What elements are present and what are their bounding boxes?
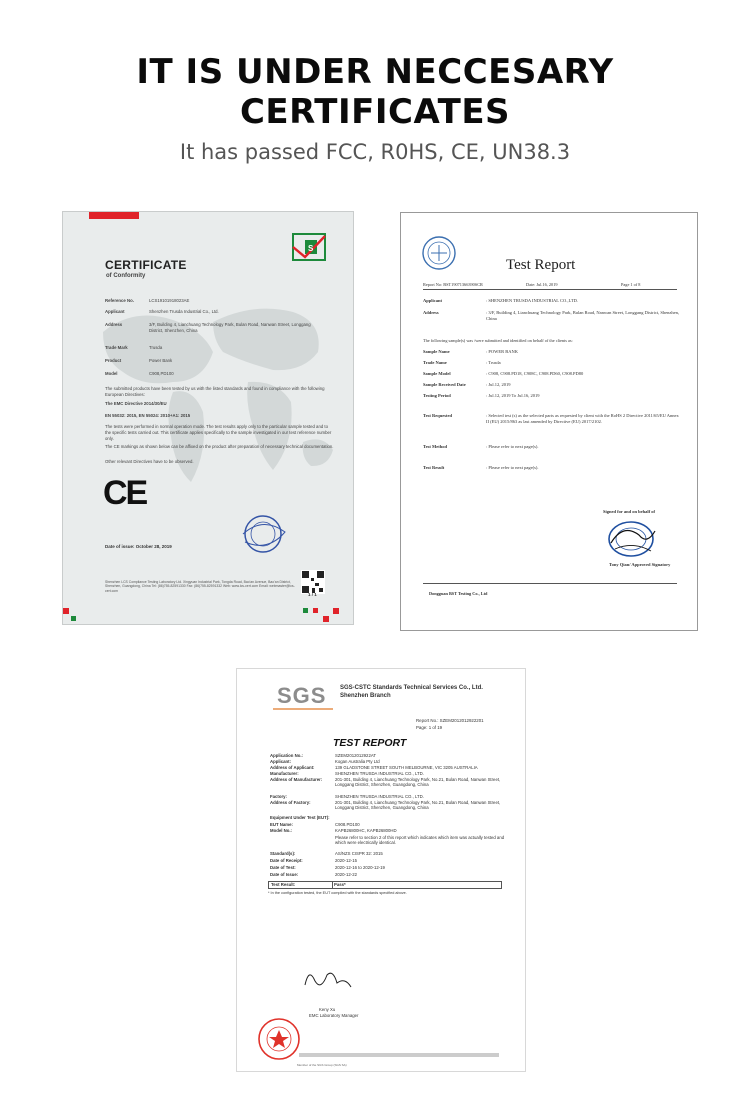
sgs-label: Manufacturer: [270, 771, 299, 776]
sgs-value: SHENZHEN TRUSDA INDUSTRIAL CO., LTD. [335, 771, 424, 776]
sgs-red-seal-icon [259, 1019, 299, 1059]
sgs-label: Address of Manufacturer: [270, 777, 323, 782]
cert-marking: The CE markings as shown below can be affixed on the product after preparation of necessary technical documentation. [105, 444, 334, 449]
sgs-value: KAPB26800HC, KAPB26800HD [335, 828, 397, 833]
sgs-value: 2020-12-22 [335, 872, 357, 877]
bst-intro: The following sample(s) was /were submitted and identified on behalf of the clients as: [423, 338, 573, 343]
bst-report-title: Test Report [506, 257, 576, 273]
sgs-signer-name: Keny Xu [319, 1007, 336, 1012]
cert-value: LCS19101918023AE [149, 298, 190, 303]
sgs-label: Standard(s): [270, 851, 296, 856]
certificate-subtitle: of Conformity [106, 273, 146, 279]
cert-label: Address [105, 322, 123, 327]
sgs-label: Factory: [270, 794, 287, 799]
sgs-result-label: Test Result: [271, 882, 296, 887]
bst-report-number: Report No: BST19071366390SCR [423, 282, 483, 287]
cert-label: Trade Mark [105, 345, 128, 350]
cert-label: Applicant [105, 309, 125, 314]
ce-mark-icon: CE [103, 474, 147, 512]
sgs-label: Date of Issue: [270, 872, 299, 877]
signature-icon [305, 973, 351, 987]
sgs-label: Model No.: [270, 828, 292, 833]
bst-lab-name: Dongguan BST Testing Co., Ltd [429, 591, 488, 596]
cert-value: C908,PD100 [149, 371, 174, 376]
sgs-branch-name: Shenzhen Branch [340, 693, 391, 699]
cert-statement: The submitted products have been tested by us with the listed standards and found in compliance with the following European Directives: [105, 386, 325, 397]
cert-directive: The EMC Directive 2014/30/EU [105, 401, 167, 406]
cert-value: Power Bank [149, 358, 173, 363]
sgs-logo: SGS [277, 683, 327, 708]
cert-value: Shenzhen Trusda Industrial Co., Ltd. [149, 309, 219, 314]
sgs-value: Kogan Australia Pty Ltd [335, 759, 380, 764]
sgs-report-title: TEST REPORT [333, 737, 407, 749]
bst-value: : Please refer to next page(s). [486, 465, 539, 470]
sgs-label: Address of Factory: [270, 800, 311, 805]
sgs-value: AS/NZS CISPR 32: 2015 [335, 851, 383, 856]
bst-label: Sample Model [423, 371, 451, 376]
cert-other: Other relevant Directives have to be observed. [105, 459, 194, 464]
sgs-value: SHENZHEN TRUSDA INDUSTRIAL CO., LTD. [335, 794, 424, 799]
lcs-logo-icon [293, 234, 325, 260]
page-headline: IT IS UNDER NECCESARY CERTIFICATES [136, 52, 614, 132]
sgs-report-page: Page: 1 of 19 [416, 725, 443, 730]
sgs-test-report-image [236, 668, 526, 1072]
bst-test-report-image [400, 212, 698, 631]
bst-label: Sample Name [423, 349, 450, 354]
divider [423, 289, 677, 290]
bst-signatory: Tony Qian/ Approved Signatory [609, 562, 671, 567]
sgs-company-name: SGS-CSTC Standards Technical Services Co., Ltd. [340, 685, 483, 691]
bst-label: Test Method [423, 444, 447, 449]
sgs-value: Please refer to section 2 of this report which indicates which item was actually tested and which were electrically identical. [335, 835, 505, 846]
sgs-label: Equipment Under Test (EUT): [270, 815, 330, 820]
bst-value: : Please refer to next page(s). [486, 444, 539, 449]
cert-footer: Shenzhen LCS Compliance Testing Laboratory Ltd. Xingyuan Industrial Park, Tongda Road, Bao'an Avenue, Bao'an District, Shenzhen, Guangdong, China Tel: (86)755-82591330 Fax: (86)755-82591332 Web: www.lcs-cert.com Email: webmaster@lcs-cert.com [105, 580, 295, 593]
cert-label: Product [105, 358, 122, 363]
bst-seal-icon [609, 522, 655, 556]
divider [332, 882, 333, 888]
cert-value: Trusda [149, 345, 163, 350]
bst-value: : Trusda [486, 360, 501, 365]
svg-text:S: S [308, 244, 314, 253]
bst-label: Testing Period [423, 393, 451, 398]
bst-label: Test Requested [423, 413, 452, 418]
bst-label: Trade Name [423, 360, 447, 365]
sgs-footnote: * In the configuration tested, the EUT complied with the standards specified above. [268, 891, 407, 895]
sgs-label: Applicant: [270, 759, 292, 764]
divider [423, 583, 677, 584]
certificate-title: CERTIFICATE [105, 258, 187, 272]
sgs-value: SZEM2012012922AT [335, 753, 377, 758]
sgs-report-graphics [237, 669, 526, 1072]
sgs-value: 201-301, Building 4, Lianchuang Technology Park, No.21, Bulan Road, Nanwan Street, Longgang District, Shenzhen, Guangdong, China [335, 800, 501, 811]
bst-value: : POWER BANK [486, 349, 519, 354]
stamp-seal-icon [243, 516, 285, 552]
bst-label: Applicant [423, 298, 443, 303]
sgs-value: 139 GLADSTONE STREET SOUTH MELBOURNE, VIC 3205 AUSTRALIA [335, 765, 478, 770]
sgs-value: 201-301, Building 4, Lianchuang Technology Park, No.21, Bulan Road, Nanwan Street, Longgang District, Shenzhen, Guangdong, China [335, 777, 501, 788]
sgs-label: Date of Receipt: [270, 858, 303, 863]
sgs-label: Address of Applicant: [270, 765, 315, 770]
ce-certificate-image [62, 211, 354, 625]
bst-value: : Jul.12, 2019 [486, 382, 511, 387]
cert-value: 3/F, Building 4, Lianchuang Technology Park, Bulan Road, Nanwan Street, Longgang District, Shenzhen, China [149, 322, 311, 333]
bst-report-date: Date: Jul.16, 2019 [526, 282, 558, 287]
sgs-bottom-note: Member of the SGS Group (SGS SA) [297, 1063, 347, 1067]
bst-value: : Jul.12, 2019 To Jul.16, 2019 [486, 393, 540, 398]
sgs-label: Application No.: [270, 753, 303, 758]
cert-standards: EN 55032: 2015, EN 55024: 2010+A1: 2015 [105, 413, 191, 418]
sgs-value: 2020-12-15 [335, 858, 357, 863]
sgs-label: Date of Test: [270, 865, 296, 870]
bst-label: Sample Received Date [423, 382, 466, 387]
bst-value: : C908, C908.PD18, C908C, C908.PD60, C908.PD80 [486, 371, 584, 376]
page-subline: It has passed FCC, R0HS, CE, UN38.3 [179, 140, 571, 164]
bst-value: : SHENZHEN TRUSDA INDUSTRIAL CO.,LTD. [486, 298, 578, 303]
bst-report-page: Page 1 of 8 [621, 282, 641, 287]
cert-note: The tests were performed in normal operation mode. The test results apply only to the particular sample tested and to the specific tests carried out. This certificate applies specifically to the sample investigated in our test reference number only. [105, 424, 332, 441]
sgs-value: 2020-12-16 to 2020-12-19 [335, 865, 385, 870]
sgs-label: EUT Name: [270, 822, 293, 827]
sgs-value: C908.PD100 [335, 822, 360, 827]
bst-value: : Selected test (s) as the selected parts as requested by client with the RoHS 2 Directive 2011/65/EU Annex II (EU) 2015/863 as last amended by Directive (EU) 2017/2102. [486, 413, 679, 424]
sgs-result-value: Pass* [334, 882, 346, 887]
bst-value: : 3/F, Building 4, Lianchuang Technology Park, Bulan Road, Nanwan Street, Longgang District, Shenzhen, China [486, 310, 679, 321]
cert-label: Model [105, 371, 118, 376]
qr-code-icon [301, 570, 325, 594]
cert-issue-date: Date of issue: October 28, 2019 [105, 544, 172, 549]
bst-label: Test Result [423, 465, 445, 470]
sgs-signer-role: EMC Laboratory Manager [309, 1013, 359, 1018]
bst-label: Address [423, 310, 439, 315]
bst-logo-icon [423, 237, 455, 269]
sgs-report-number: Report No.: SZEM2012012922201 [416, 718, 484, 723]
bst-signed-text: Signed for and on behalf of [603, 509, 656, 514]
cert-page-number: 1 / 1 [308, 592, 317, 597]
cert-label: Reference No. [105, 298, 134, 303]
